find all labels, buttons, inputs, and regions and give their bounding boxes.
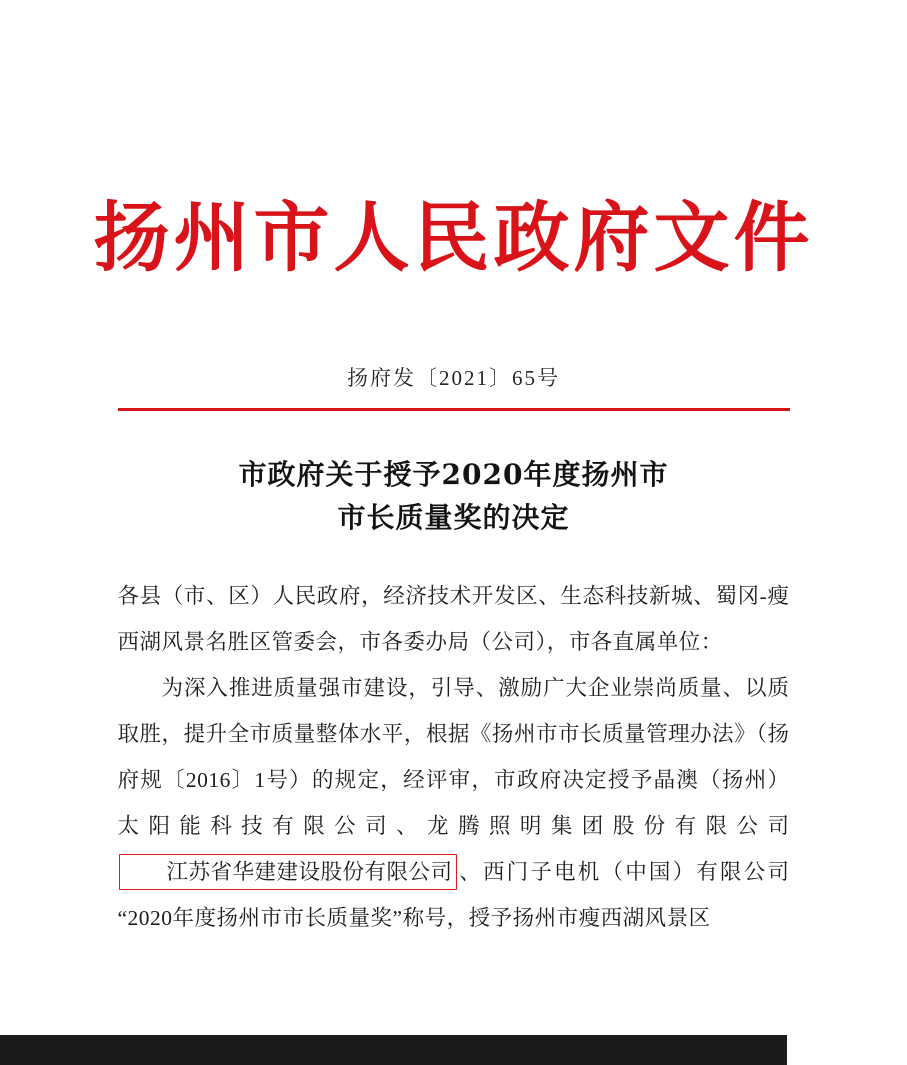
red-divider-rule [118, 408, 790, 411]
document-masthead-title: 扬州市人民政府文件 [93, 193, 814, 282]
body-text-part-1: 为深入推进质量强市建设，引导、激励广大企业崇尚质量、以质取胜，提升全市质量整体水平，根据《扬州市市长质量管理办法》（扬府规〔2016〕1号）的规定，经评审，市政府决定授予晶澳（扬州）太阳能科技有限公司、龙腾照明集团股份有限公司 [117, 676, 790, 839]
paragraph-addressee: 各县（市、区）人民政府，经济技术开发区、生态科技新城、蜀冈-瘦西湖风景名胜区管委会，市各委办局（公司），市各直属单位： [117, 584, 790, 655]
page-bottom-edge [0, 1035, 907, 1065]
subject-line-1: 市政府关于授予2020年度扬州市 [238, 457, 669, 491]
subject-line-2: 市长质量奖的决定 [337, 500, 570, 534]
page-bottom-edge-gap [787, 1035, 907, 1065]
body-text-part-2: 、西门子电机（中国）有限公司“2020年度扬州市市长质量奖”称号，授予扬州市瘦西湖风景区 [117, 860, 790, 931]
document-number: 扬府发〔2021〕65号 [347, 365, 560, 390]
paragraph-body [118, 665, 790, 941]
document-subject [0, 453, 907, 540]
highlighted-company-name: 江苏省华建建设股份有限公司 [119, 854, 457, 890]
document-body [118, 573, 790, 941]
